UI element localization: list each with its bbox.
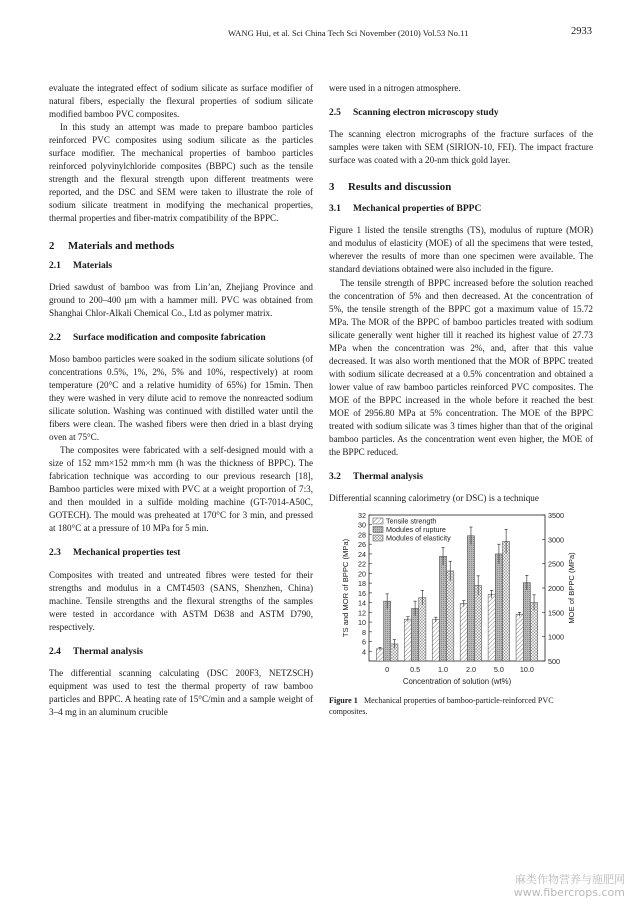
y-tick-label: 24	[358, 550, 366, 560]
legend-label: Modules of elasticity	[386, 533, 451, 543]
bar	[503, 542, 510, 662]
running-header	[0, 25, 639, 41]
x-tick-label: 2.0	[465, 665, 476, 675]
legend-label: Modules of rupture	[386, 525, 446, 535]
bar	[488, 594, 495, 661]
bar	[439, 557, 446, 662]
subsection-heading-2-5	[329, 107, 593, 120]
caption-label: Figure 1	[329, 696, 358, 706]
subsection-heading-2-1	[49, 260, 313, 273]
legend-swatch	[373, 535, 383, 541]
section-title: Thermal analysis	[353, 472, 423, 483]
y-tick-label: 6	[362, 637, 366, 647]
y-axis-label: TS and MOR of BPPC (MPa)	[341, 539, 350, 638]
subsection-heading-3-1	[329, 203, 593, 216]
y-tick-label: 4	[362, 647, 366, 657]
section-number: 3	[329, 181, 335, 194]
section-title: Mechanical properties test	[73, 548, 181, 559]
y-right-tick-label: 3000	[548, 535, 564, 545]
section-number: 2.4	[49, 646, 61, 657]
section-number: 2.2	[49, 332, 61, 343]
section-number: 2.5	[329, 108, 341, 119]
section-title: Thermal analysis	[73, 646, 143, 657]
y-tick-label: 22	[358, 559, 366, 569]
bar	[467, 536, 474, 661]
y-tick-label: 10	[358, 618, 366, 628]
bar	[523, 583, 530, 661]
subsection-heading-2-4	[49, 646, 313, 659]
y-tick-label: 26	[358, 540, 366, 550]
y-right-tick-label: 500	[548, 657, 560, 667]
running-title: WANG Hui, et al. Sci China Tech Sci November (2010) Vol.53 No.11	[228, 28, 469, 38]
x-tick-label: 0	[385, 665, 390, 675]
x-tick-label: 1.0	[438, 665, 449, 675]
x-tick-label: 0.5	[410, 665, 421, 675]
bar	[432, 620, 439, 661]
y-right-tick-label: 2500	[548, 559, 564, 569]
section-number: 3.2	[329, 472, 341, 483]
bar	[495, 554, 502, 661]
right-column	[329, 82, 593, 717]
left-column	[49, 82, 313, 719]
section-heading-3	[329, 181, 593, 194]
paragraph: Composites with treated and untreated fibres were tested for their strengths and modulus in a CMT4503 (SANS, Shenzhen, China) machine. Tensile strengths and the flexural strengths of the samples were tested in accordance with ASTM D638 and ASTM D790, respectively.	[49, 569, 313, 632]
y-tick-label: 14	[358, 598, 366, 608]
figure-caption	[329, 695, 593, 717]
paragraph: Moso bamboo particles were soaked in the sodium silicate solutions (of concentrations 0.5%, 1%, 2%, 5% and 10%, respectively) at room temperature (20°C and a relative humidity of 65%) for 15min. Then they were washed in very dilute acid to remove the nonreacted sodium silicate solution. Washing was continued with distilled water until the fibers were clean. The washed fibers were then dried in a blast drying oven at 75°C.	[49, 353, 313, 443]
y-right-axis-label: MOE of BPPC (MPa)	[567, 552, 576, 624]
paragraph: Differential scanning calorimetry (or DSC) is a technique	[329, 493, 539, 504]
bar	[419, 598, 426, 661]
bar	[516, 615, 523, 662]
figure-1	[329, 511, 593, 691]
paragraph: The composites were fabricated with a self-designed mould with a size of 152 mm×152 mm×h mm (h was the thickness of BPPC). The fabrication technique was according to our previous research [18], Bamboo particles were mixed with PVC at a weight proportion of 7:3, and then moulded in a sulfide molding machine (GT-7014-A50C, GOTECH). The mould was preheated at 170°C for 3 min, and pressed at 180°C at a pressure of 10 MPa for 5 min.	[49, 445, 313, 534]
bar	[475, 586, 482, 661]
paragraph: In this study an attempt was made to prepare bamboo particles reinforced PVC composites using sodium silicate as the particles surface modifier. The mechanical properties of bamboo particles reinforced polyvinylchloride composites (BBPC) such as the tensile strength and the flexural strength upon different treatments were reported, and the DSC and SEM were taken to illustrate the role of sodium silicate treatment in modifying the mechanical properties, thermal properties and fiber-matrix compatibility of the BPPC.	[49, 122, 313, 224]
section-number: 3.1	[329, 204, 341, 215]
section-title: Results and discussion	[348, 181, 452, 194]
section-title: Surface modification and composite fabrication	[73, 332, 266, 343]
legend-label: Tensile strength	[386, 516, 437, 526]
section-title: Materials	[73, 260, 113, 271]
subsection-heading-2-3	[49, 547, 313, 560]
y-right-tick-label: 3500	[548, 511, 564, 521]
y-tick-label: 20	[358, 569, 366, 579]
section-number: 2.1	[49, 260, 61, 271]
x-tick-label: 5.0	[493, 665, 504, 675]
bar	[384, 601, 391, 661]
section-title: Materials and methods	[68, 239, 175, 252]
y-tick-label: 12	[358, 608, 366, 618]
paragraph: were used in a nitrogen atmosphere.	[329, 83, 461, 93]
paragraph: Figure 1 listed the tensile strengths (TS), modulus of rupture (MOR) and modulus of elasticity (MOE) of all the specimens that were tested, wherever the results of more than one specimen were available. The standard deviations obtained were also included in the figure.	[329, 225, 593, 275]
page-number: 2933	[571, 26, 592, 37]
paragraph: evaluate the integrated effect of sodium silicate as surface modifier of natural fibers, especially the flexural properties of sodium silicate modified bamboo PVC composites.	[49, 83, 313, 120]
section-heading-2	[49, 240, 313, 253]
y-tick-label: 18	[358, 579, 366, 589]
subsection-heading-2-2	[49, 332, 313, 345]
section-title: Mechanical properties of BPPC	[353, 204, 482, 215]
y-tick-label: 28	[358, 530, 366, 540]
paragraph: Dried sawdust of bamboo was from Lin’an, Zhejiang Province and ground to 200–400 μm with a hammer mill. PVC was obtained from Shanghai Chlor-Alkali Chemical Co., Ltd as polymer matrix.	[49, 281, 313, 318]
legend-swatch	[373, 518, 383, 524]
x-tick-label: 10.0	[519, 665, 534, 675]
y-right-tick-label: 1000	[548, 632, 564, 642]
paragraph: The tensile strength of BPPC increased before the solution reached the concentration of 5% and then decreased. At the concentration of 5%, the tensile strength of the BPPC got a maximum value of 15.72 MPa. The MOR of the BPPC of bamboo particles treated with sodium silicate generally went higher till it reached its highest value of 27.73 MPa when the concentration was 2%, and, after that this value decreased. It was also worth mentioned that the MOR of BPPC treated with sodium silicate decreased at a 0.5% concentration and obtained a lower value of raw bamboo particles reinforced PVC composites. The MOE of the BPPC increased in the whole before it reached the best MOE of 2956.80 MPa at 5% concentration. The MOE of the BPPC treated with sodium silicate was 3 times higher than that of the original bamboo particles. As the concentration went even higher, the MOE of the BPPC reduced.	[329, 277, 593, 458]
caption-text: Mechanical properties of bamboo-particle-reinforced PVC composites.	[329, 696, 554, 717]
section-title: Scanning electron microscopy study	[353, 108, 499, 119]
bar	[460, 604, 467, 661]
section-number: 2	[49, 239, 55, 252]
watermark	[514, 873, 625, 899]
bar	[404, 619, 411, 661]
paragraph: The differential scanning calculating (DSC 200F3, NETZSCH) equipment was used to test the thermal property of raw bamboo particles and BPPC. A heating rate of 15°C/min and a sample weight of 3–4 mg in an aluminum crucible	[49, 667, 313, 717]
y-tick-label: 16	[358, 589, 366, 599]
x-axis-label: Concentration of solution (wt%)	[402, 677, 512, 687]
y-tick-label: 30	[358, 520, 366, 530]
y-right-tick-label: 1500	[548, 608, 564, 618]
bar	[376, 649, 383, 661]
watermark-line: 麻类作物营养与施肥网	[515, 873, 625, 886]
bar	[530, 603, 537, 661]
subsection-heading-3-2	[329, 471, 593, 484]
y-tick-label: 8	[362, 628, 366, 638]
bar-chart	[329, 511, 593, 691]
y-right-tick-label: 2000	[548, 584, 564, 594]
watermark-line: www.fibercrops.com	[513, 886, 625, 899]
legend-swatch	[373, 527, 383, 533]
bar	[447, 571, 454, 661]
y-tick-label: 32	[358, 511, 366, 521]
section-number: 2.3	[49, 548, 61, 559]
paragraph: The scanning electron micrographs of the fracture surfaces of the samples were taken with SEM (SIRION-10, FEI). The impact fracture surface was coated with a 20-nm thick gold layer.	[329, 129, 593, 166]
bar	[411, 609, 418, 662]
